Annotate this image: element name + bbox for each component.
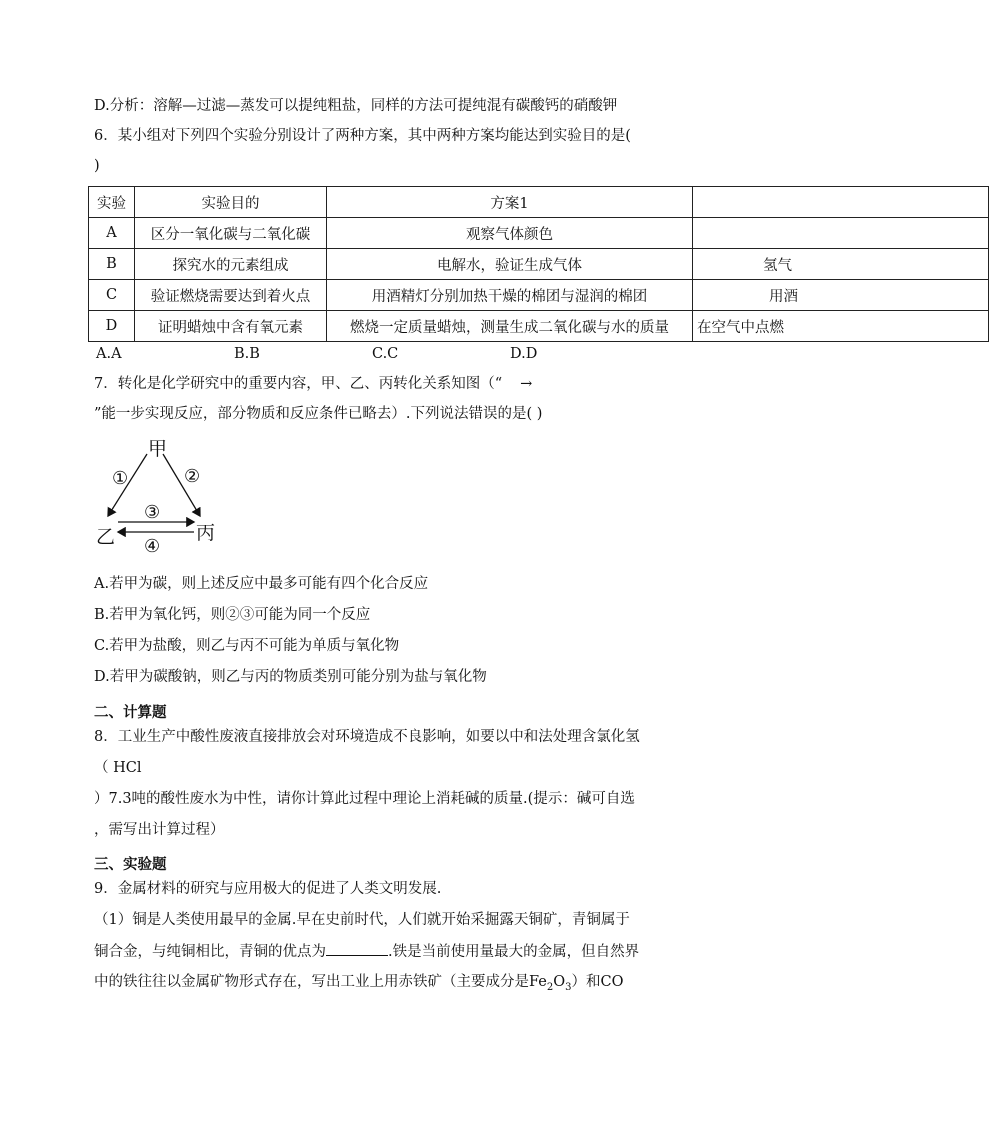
table-row [89,218,989,249]
table-header-cell [693,187,989,218]
formula-sub-3: 3 [565,981,572,993]
q8-line2: （ HCl [94,760,142,776]
q9-part1-line2-text-b: .铁是当前使用量最大的金属，但自然界 [388,944,640,960]
q7-stem-line2: ”能一步实现反应，部分物质和反应条件已略去）.下列说法错误的是( ) [94,406,543,422]
table-cell: B [89,249,135,280]
q9-part1-line3-text-a: 中的铁往往以金属矿物形式存在，写出工业上用赤铁矿（主要成分是 [94,974,529,990]
table-cell: D [89,311,135,342]
q6-stem-line1: 6．某小组对下列四个实验分别设计了两种方案，其中两种方案均能达到实验目的是( [94,128,631,144]
table-cell: C [89,280,135,311]
q5-option-d: D.分析：溶解—过滤—蒸发可以提纯粗盐，同样的方法可提纯混有碳酸钙的硝酸钾 [94,98,618,114]
label-bing: 丙 [196,522,216,544]
table-cell: 在空气中点燃 [693,311,989,342]
formula-fe2o3 [529,974,572,993]
q7-option-d: D.若甲为碳酸钠，则乙与丙的物质类别可能分别为盐与氧化物 [94,669,487,685]
q9-part1-line1: （1）铜是人类使用最早的金属.早在史前时代，人们就开始采掘露天铜矿，青铜属于 [94,912,630,928]
table-cell: 区分一氧化碳与二氧化碳 [135,218,327,249]
table-header-cell: 实验目的 [135,187,327,218]
q6-option-c: C.C [372,346,399,362]
table-row [89,280,989,311]
q8-line1: 8．工业生产中酸性废液直接排放会对环境造成不良影响，如要以中和法处理含氯化氢 [94,729,640,745]
table-cell: A [89,218,135,249]
table-header-row [89,187,989,218]
table-cell: 观察气体颜色 [327,218,693,249]
label-yi: 乙 [96,526,116,548]
formula-sub-2: 2 [546,981,554,993]
table-cell: 电解水，验证生成气体 [327,249,693,280]
table-row [89,311,989,342]
table-cell: 燃烧一定质量蜡烛，测量生成二氧化碳与水的质量 [327,311,693,342]
q9-stem: 9．金属材料的研究与应用极大的促进了人类文明发展. [94,881,442,897]
q7-option-c: C.若甲为盐酸，则乙与丙不可能为单质与氧化物 [94,638,400,654]
q6-option-b: B.B [234,346,260,362]
formula-o: O [553,974,566,990]
q7-option-a: A.若甲为碳，则上述反应中最多可能有四个化合反应 [94,576,429,592]
q6-stem-line2: ) [94,158,100,174]
q9-part1-line2-text-a: 铜合金，与纯铜相比，青铜的优点为 [94,944,326,960]
table-cell: 验证燃烧需要达到着火点 [135,280,327,311]
table-header-cell: 方案1 [327,187,693,218]
q8-line3: ）7.3吨的酸性废水为中性，请你计算此过程中理论上消耗碱的质量.(提示：碱可自选 [94,791,635,807]
table-row [89,249,989,280]
table-cell: 探究水的元素组成 [135,249,327,280]
q6-option-a: A.A [96,346,122,362]
table-cell [693,218,989,249]
q6-option-d: D.D [510,346,538,362]
q6-table [88,186,798,346]
table-cell: 用酒精灯分别加热干燥的棉团与湿润的棉团 [327,280,693,311]
table-cell: 证明蜡烛中含有氧元素 [135,311,327,342]
label-step-2: ② [184,466,201,487]
label-step-4: ④ [144,536,161,557]
table-header-cell: 实验 [89,187,135,218]
q9-part1-line2 [94,941,639,962]
section-title-calculation: 二、计算题 [94,705,167,721]
label-jia: 甲 [148,438,168,460]
q7-conversion-diagram [90,432,240,562]
section-title-experiment: 三、实验题 [94,857,167,873]
table-cell: 氢气 [693,249,989,280]
q7-option-b: B.若甲为氧化钙，则②③可能为同一个反应 [94,607,371,623]
q7-stem-line1 [94,374,532,394]
label-step-3: ③ [144,502,161,523]
table-cell: 用酒 [693,280,989,311]
formula-fe: Fe [529,974,547,990]
label-step-1: ① [112,468,129,489]
q8-line4: ，需写出计算过程） [94,822,225,838]
answer-blank[interactable] [326,941,388,956]
q7-stem-text: 7．转化是化学研究中的重要内容，甲、乙、丙转化关系知图（“ [94,376,503,392]
arrow-symbol: → [520,376,533,392]
q9-part1-line3-text-b: ）和CO [571,974,624,990]
q9-part1-line3 [94,972,623,998]
